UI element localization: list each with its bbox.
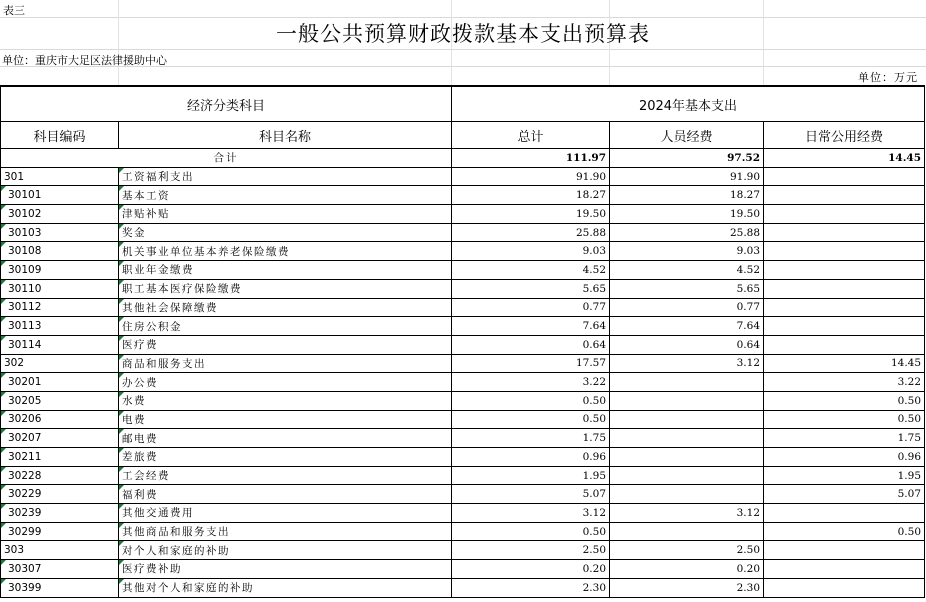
cell-indicator-mark [1, 429, 6, 434]
cell-indicator-mark [1, 411, 6, 416]
cell-text: 30228 [8, 469, 42, 482]
cell-personnel [610, 504, 764, 523]
cell-text: 4.52 [736, 263, 761, 276]
total-row [1, 149, 925, 168]
cell-indicator-mark [1, 336, 6, 341]
cell-public [764, 261, 925, 280]
cell-name [119, 429, 452, 448]
cell-code [1, 205, 119, 224]
sheet-label: 表三 [3, 4, 25, 17]
cell-total [452, 410, 610, 429]
cell-text: 9.03 [736, 245, 761, 258]
cell-public [764, 560, 925, 579]
cell-text: 0.20 [582, 562, 607, 575]
cell-code [1, 522, 119, 541]
cell-name [119, 541, 452, 560]
cell-text: 18.27 [575, 189, 607, 202]
cell-text: 5.07 [582, 488, 607, 501]
cell-text: 基本工资 [122, 189, 170, 202]
cell-text: 30201 [8, 376, 42, 389]
table-row [1, 242, 925, 261]
header-row-columns [1, 122, 925, 149]
cell-indicator-mark [119, 541, 124, 546]
cell-text: 0.64 [736, 338, 761, 351]
table-row [1, 541, 925, 560]
cell-text: 30110 [8, 282, 42, 295]
cell-indicator-mark [119, 448, 124, 453]
cell-personnel [610, 354, 764, 373]
cell-public [764, 485, 925, 504]
cell-total [452, 317, 610, 336]
cell-code [1, 560, 119, 579]
cell-public [764, 335, 925, 354]
cell-text: 5.65 [736, 282, 761, 295]
table-row [1, 205, 925, 224]
cell-public [764, 448, 925, 467]
cell-personnel [610, 335, 764, 354]
cell-name [119, 205, 452, 224]
cell-name [119, 354, 452, 373]
cell-name [119, 485, 452, 504]
cell-text: 住房公积金 [122, 320, 182, 333]
cell-total [452, 186, 610, 205]
cell-name [119, 504, 452, 523]
cell-public [764, 354, 925, 373]
cell-indicator-mark [1, 261, 6, 266]
cell-indicator-mark [119, 467, 124, 472]
cell-code [1, 223, 119, 242]
cell-text: 3.12 [736, 506, 761, 519]
cell-personnel [610, 279, 764, 298]
cell-text: 30205 [8, 394, 42, 407]
table-row [1, 448, 925, 467]
cell-name [119, 335, 452, 354]
cell-indicator-mark [119, 317, 124, 322]
cell-total [452, 466, 610, 485]
table-row [1, 261, 925, 280]
cell-text: 医疗费补助 [122, 563, 182, 576]
cell-indicator-mark [119, 411, 124, 416]
cell-name [119, 167, 452, 186]
cell-personnel [610, 578, 764, 597]
cell-code [1, 429, 119, 448]
cell-public [764, 541, 925, 560]
cell-code [1, 373, 119, 392]
cell-text: 其他对个人和家庭的补助 [122, 582, 254, 595]
cell-total [452, 578, 610, 597]
cell-indicator-mark [1, 392, 6, 397]
cell-personnel [610, 522, 764, 541]
cell-name [119, 223, 452, 242]
table-row [1, 167, 925, 186]
cell-total [452, 279, 610, 298]
cell-text: 职工基本医疗保险缴费 [122, 283, 242, 296]
cell-total [452, 167, 610, 186]
cell-text: 30299 [8, 525, 42, 538]
cell-total [452, 485, 610, 504]
cell-text: 0.50 [582, 525, 607, 538]
cell-text: 0.50 [897, 525, 922, 538]
cell-name [119, 578, 452, 597]
table-row [1, 485, 925, 504]
cell-indicator-mark [119, 373, 124, 378]
cell-indicator-mark [119, 280, 124, 285]
cell-code [1, 242, 119, 261]
cell-personnel [610, 541, 764, 560]
cell-name [119, 560, 452, 579]
cell-code [1, 485, 119, 504]
header-name: 科目名称 [119, 122, 452, 149]
cell-text: 1.75 [582, 432, 607, 445]
cell-name [119, 466, 452, 485]
cell-public [764, 578, 925, 597]
cell-text: 0.77 [582, 301, 607, 314]
table-row [1, 279, 925, 298]
cell-personnel [610, 186, 764, 205]
unit-name: 单位：重庆市大足区法律援助中心 [2, 54, 167, 67]
cell-indicator-mark [119, 261, 124, 266]
table-row [1, 466, 925, 485]
cell-total [452, 298, 610, 317]
cell-text: 0.96 [582, 450, 607, 463]
cell-total [452, 504, 610, 523]
cell-text: 0.50 [582, 394, 607, 407]
cell-name [119, 522, 452, 541]
table-row [1, 578, 925, 597]
cell-text: 0.77 [736, 301, 761, 314]
cell-text: 津贴补贴 [122, 208, 170, 221]
cell-indicator-mark [119, 429, 124, 434]
cell-indicator-mark [119, 355, 124, 360]
cell-name [119, 317, 452, 336]
unit-label: 单位：万元 [858, 71, 918, 84]
budget-table [0, 85, 925, 598]
table-row [1, 560, 925, 579]
cell-personnel [610, 298, 764, 317]
table-row [1, 186, 925, 205]
cell-indicator-mark [1, 467, 6, 472]
cell-text: 1.75 [897, 432, 922, 445]
cell-indicator-mark [1, 560, 6, 565]
total-public: 14.45 [764, 149, 925, 168]
cell-text: 30229 [8, 488, 42, 501]
cell-text: 工资福利支出 [122, 171, 194, 184]
cell-personnel [610, 223, 764, 242]
cell-indicator-mark [119, 560, 124, 565]
cell-text: 91.90 [729, 170, 761, 183]
cell-public [764, 205, 925, 224]
cell-name [119, 410, 452, 429]
cell-public [764, 466, 925, 485]
cell-indicator-mark [119, 205, 124, 210]
cell-text: 30101 [8, 189, 42, 202]
cell-code [1, 298, 119, 317]
cell-public [764, 504, 925, 523]
cell-text: 30113 [8, 320, 42, 333]
cell-text: 302 [4, 357, 25, 370]
cell-personnel [610, 429, 764, 448]
cell-text: 福利费 [122, 488, 158, 501]
cell-text: 0.50 [897, 413, 922, 426]
cell-text: 其他社会保障缴费 [122, 301, 218, 314]
cell-text: 30112 [8, 301, 42, 314]
cell-text: 25.88 [575, 226, 607, 239]
cell-indicator-mark [119, 224, 124, 229]
cell-text: 30239 [8, 506, 42, 519]
cell-personnel [610, 410, 764, 429]
cell-name [119, 373, 452, 392]
cell-total [452, 354, 610, 373]
cell-text: 91.90 [575, 170, 607, 183]
cell-public [764, 429, 925, 448]
cell-text: 5.65 [582, 282, 607, 295]
cell-public [764, 317, 925, 336]
cell-text: 30399 [8, 581, 42, 594]
cell-text: 3.12 [582, 506, 607, 519]
cell-code [1, 279, 119, 298]
cell-total [452, 429, 610, 448]
cell-code [1, 410, 119, 429]
cell-indicator-mark [119, 523, 124, 528]
cell-indicator-mark [1, 579, 6, 584]
cell-text: 1.95 [582, 469, 607, 482]
cell-text: 303 [4, 544, 25, 557]
cell-text: 奖金 [122, 227, 146, 240]
table-row [1, 335, 925, 354]
cell-indicator-mark [1, 448, 6, 453]
cell-public [764, 410, 925, 429]
cell-total [452, 522, 610, 541]
cell-indicator-mark [119, 168, 124, 173]
cell-text: 14.45 [890, 357, 922, 370]
cell-public [764, 223, 925, 242]
cell-total [452, 205, 610, 224]
cell-personnel [610, 560, 764, 579]
cell-text: 3.22 [897, 376, 922, 389]
cell-code [1, 335, 119, 354]
cell-text: 0.50 [897, 394, 922, 407]
header-public: 日常公用经费 [764, 122, 925, 149]
cell-text: 2.30 [582, 581, 607, 594]
cell-code [1, 391, 119, 410]
cell-code [1, 466, 119, 485]
cell-personnel [610, 261, 764, 280]
cell-text: 2.50 [736, 544, 761, 557]
cell-text: 30108 [8, 245, 42, 258]
cell-total [452, 261, 610, 280]
cell-indicator-mark [119, 392, 124, 397]
cell-text: 30206 [8, 413, 42, 426]
cell-text: 0.64 [582, 338, 607, 351]
cell-indicator-mark [1, 205, 6, 210]
cell-text: 19.50 [729, 207, 761, 220]
cell-code [1, 317, 119, 336]
cell-total [452, 223, 610, 242]
cell-name [119, 242, 452, 261]
total-sum: 111.97 [452, 149, 610, 168]
cell-name [119, 298, 452, 317]
cell-personnel [610, 317, 764, 336]
cell-text: 0.50 [582, 413, 607, 426]
table-row [1, 522, 925, 541]
cell-personnel [610, 466, 764, 485]
table-row [1, 317, 925, 336]
cell-indicator-mark [119, 579, 124, 584]
cell-text: 17.57 [575, 357, 607, 370]
cell-text: 差旅费 [122, 451, 158, 464]
cell-personnel [610, 373, 764, 392]
cell-public [764, 186, 925, 205]
cell-total [452, 391, 610, 410]
cell-text: 对个人和家庭的补助 [122, 544, 230, 557]
header-code: 科目编码 [1, 122, 119, 149]
cell-public [764, 279, 925, 298]
cell-code [1, 448, 119, 467]
cell-indicator-mark [1, 224, 6, 229]
cell-personnel [610, 485, 764, 504]
cell-total [452, 335, 610, 354]
cell-text: 25.88 [729, 226, 761, 239]
cell-public [764, 242, 925, 261]
cell-indicator-mark [1, 485, 6, 490]
cell-indicator-mark [119, 504, 124, 509]
cell-text: 18.27 [729, 189, 761, 202]
cell-text: 2.50 [582, 544, 607, 557]
cell-total [452, 541, 610, 560]
cell-text: 9.03 [582, 245, 607, 258]
header-basic-expenditure: 2024年基本支出 [452, 86, 925, 122]
cell-public [764, 373, 925, 392]
cell-public [764, 298, 925, 317]
cell-indicator-mark [119, 336, 124, 341]
cell-public [764, 391, 925, 410]
cell-code [1, 578, 119, 597]
cell-text: 医疗费 [122, 339, 158, 352]
cell-code [1, 186, 119, 205]
cell-text: 工会经费 [122, 470, 170, 483]
cell-name [119, 186, 452, 205]
cell-total [452, 448, 610, 467]
table-row [1, 391, 925, 410]
cell-text: 办公费 [122, 376, 158, 389]
cell-code [1, 261, 119, 280]
table-row [1, 298, 925, 317]
cell-text: 5.07 [897, 488, 922, 501]
header-total: 总计 [452, 122, 610, 149]
cell-text: 19.50 [575, 207, 607, 220]
grid-line [0, 49, 926, 50]
table-row [1, 223, 925, 242]
cell-code [1, 541, 119, 560]
cell-personnel [610, 167, 764, 186]
cell-name [119, 391, 452, 410]
cell-text: 0.20 [736, 562, 761, 575]
cell-text: 1.95 [897, 469, 922, 482]
cell-indicator-mark [1, 373, 6, 378]
cell-text: 水费 [122, 395, 146, 408]
cell-text: 301 [4, 170, 25, 183]
cell-text: 7.64 [736, 320, 761, 333]
total-personnel: 97.52 [610, 149, 764, 168]
cell-text: 0.96 [897, 450, 922, 463]
cell-text: 30211 [8, 450, 42, 463]
cell-text: 电费 [122, 413, 146, 426]
cell-personnel [610, 391, 764, 410]
cell-text: 3.12 [736, 357, 761, 370]
cell-text: 30103 [8, 226, 42, 239]
cell-text: 邮电费 [122, 432, 158, 445]
cell-name [119, 279, 452, 298]
cell-text: 7.64 [582, 320, 607, 333]
table-row [1, 354, 925, 373]
cell-text: 30207 [8, 432, 42, 445]
cell-indicator-mark [1, 504, 6, 509]
cell-indicator-mark [1, 317, 6, 322]
cell-text: 其他商品和服务支出 [122, 526, 230, 539]
page-title: 一般公共预算财政拨款基本支出预算表 [276, 22, 650, 46]
cell-indicator-mark [119, 242, 124, 247]
header-economic-category: 经济分类科目 [1, 86, 452, 122]
cell-text: 商品和服务支出 [122, 357, 206, 370]
cell-text: 30109 [8, 263, 42, 276]
cell-text: 2.30 [736, 581, 761, 594]
cell-indicator-mark [1, 186, 6, 191]
cell-text: 其他交通费用 [122, 507, 194, 520]
cell-code [1, 354, 119, 373]
table-row [1, 410, 925, 429]
cell-total [452, 560, 610, 579]
cell-text: 4.52 [582, 263, 607, 276]
cell-text: 3.22 [582, 376, 607, 389]
table-row [1, 429, 925, 448]
cell-indicator-mark [119, 485, 124, 490]
cell-indicator-mark [1, 299, 6, 304]
header-row-group [1, 86, 925, 122]
header-personnel: 人员经费 [610, 122, 764, 149]
cell-indicator-mark [1, 523, 6, 528]
cell-indicator-mark [119, 299, 124, 304]
cell-total [452, 242, 610, 261]
cell-text: 30102 [8, 207, 42, 220]
total-label: 合计 [1, 149, 452, 168]
cell-text: 30307 [8, 562, 42, 575]
cell-public [764, 522, 925, 541]
cell-indicator-mark [1, 242, 6, 247]
cell-name [119, 448, 452, 467]
cell-code [1, 504, 119, 523]
cell-text: 职业年金缴费 [122, 264, 194, 277]
cell-total [452, 373, 610, 392]
cell-indicator-mark [1, 280, 6, 285]
cell-personnel [610, 242, 764, 261]
table-row [1, 504, 925, 523]
cell-code [1, 167, 119, 186]
table-row [1, 373, 925, 392]
cell-text: 机关事业单位基本养老保险缴费 [122, 245, 290, 258]
cell-name [119, 261, 452, 280]
cell-indicator-mark [119, 186, 124, 191]
cell-personnel [610, 205, 764, 224]
cell-text: 30114 [8, 338, 42, 351]
cell-public [764, 167, 925, 186]
cell-personnel [610, 448, 764, 467]
